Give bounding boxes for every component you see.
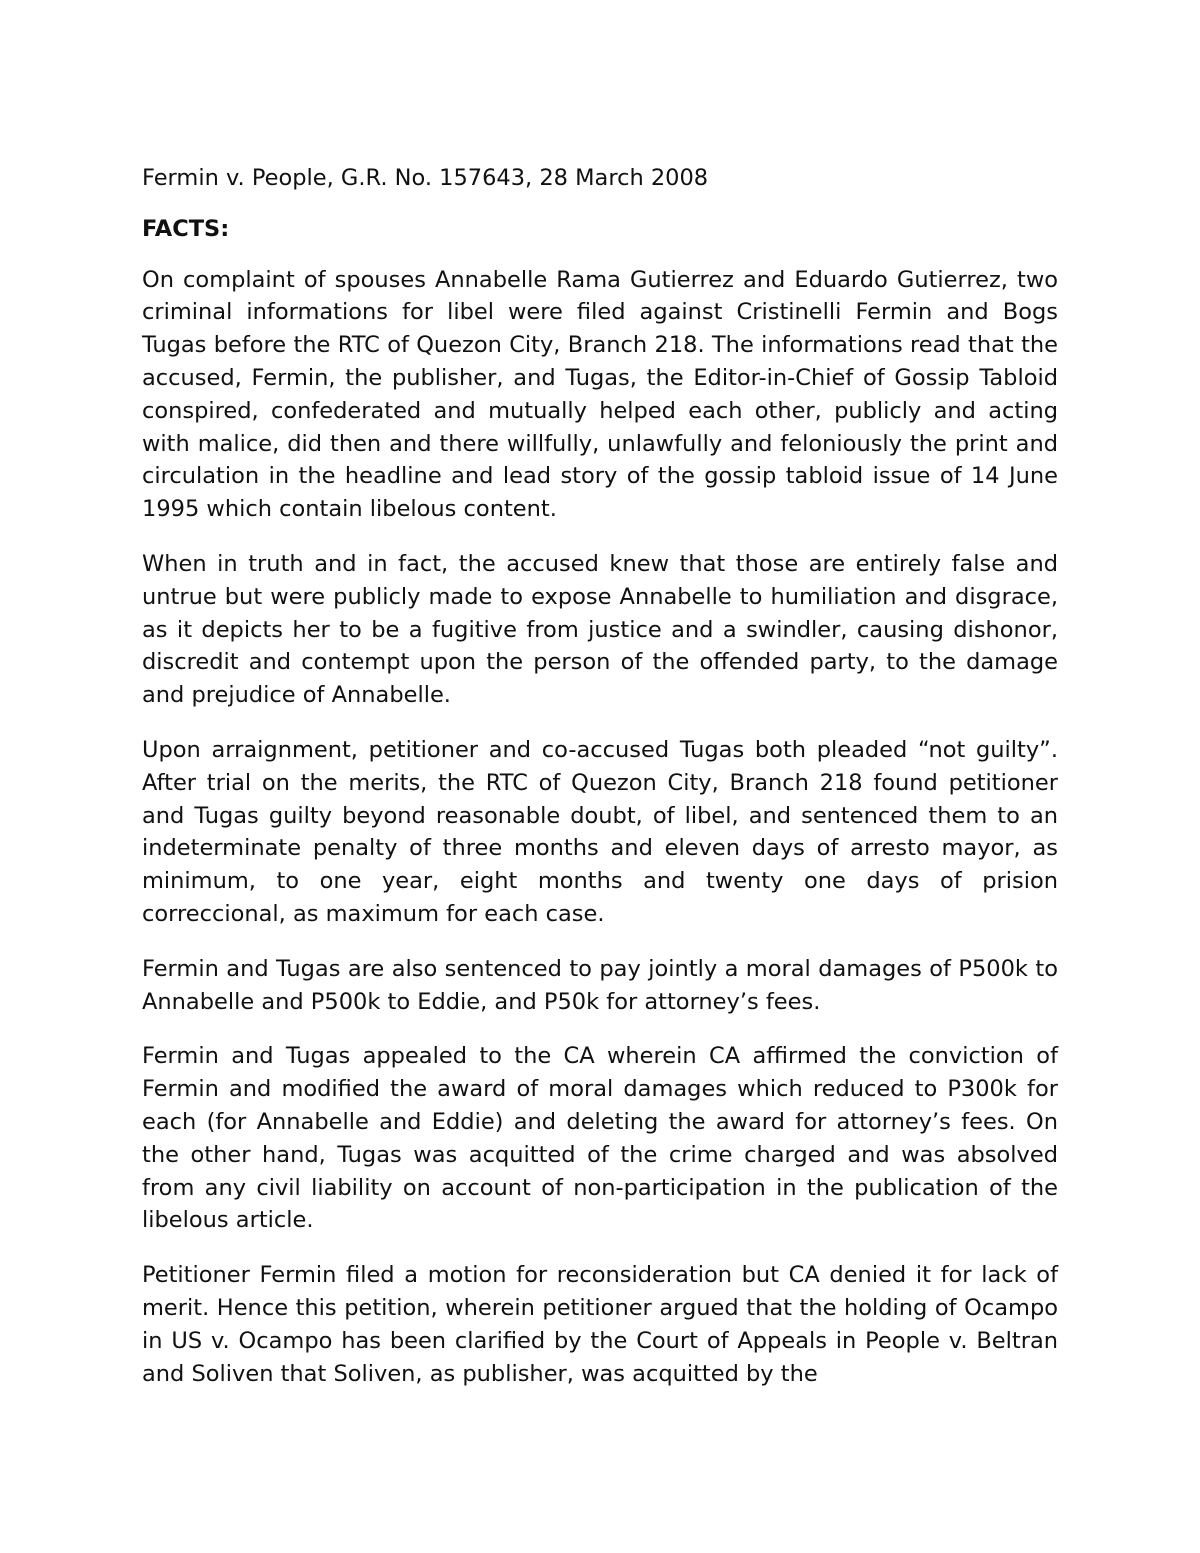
paragraph-appeal: Fermin and Tugas appealed to the CA wherein CA affirmed the conviction of Fermin and modified the award of moral damages which reduced to P300k for each (for Annabelle and Eddie) and deleting the award for attorney’s fees. On the other hand, Tugas was acquitted of the crime charged and was absolved from any civil liability on account of non-participation in the publication of the libelous article. [142,1043,1058,1234]
paragraph-reconsideration: Petitioner Fermin filed a motion for reconsideration but CA denied it for lack of merit. Hence this petition, wherein petitioner argued that the holding of Ocampo in US v. Ocampo has been clarified by the Court of Appeals in People v. Beltran and Soliven that Soliven, as publisher, was acquitted by the [142,1262,1058,1387]
paragraph-arraignment: Upon arraignment, petitioner and co-accused Tugas both pleaded “not guilty”. After trial on the merits, the RTC of Quezon City, Branch 218 found petitioner and Tugas guilty beyond reasonable doubt, of libel, and sentenced them to an indeterminate penalty of three months and eleven days of arresto mayor, as minimum, to one year, eight months and twenty one days of prision correccional, as maximum for each case. [142,736,1058,927]
section-heading-facts: FACTS: [142,215,230,242]
paragraph-damages: Fermin and Tugas are also sentenced to pay jointly a moral damages of P500k to Annabelle and P500k to Eddie, and P50k for attorney’s fees. [142,955,1058,1015]
document-page [142,162,1058,1412]
paragraph-truth: When in truth and in fact, the accused knew that those are entirely false and untrue but were publicly made to expose Annabelle to humiliation and disgrace, as it depicts her to be a fugitive from justice and a swindler, causing dishonor, discredit and contempt upon the person of the offended party, to the damage and prejudice of Annabelle. [142,550,1058,709]
paragraph-complaint: On complaint of spouses Annabelle Rama Gutierrez and Eduardo Gutierrez, two criminal informations for libel were filed against Cristinelli Fermin and Bogs Tugas before the RTC of Quezon City, Branch 218. The informations read that the accused, Fermin, the publisher, and Tugas, the Editor-in-Chief of Gossip Tabloid conspired, confederated and mutually helped each other, publicly and acting with malice, did then and there willfully, unlawfully and feloniously the print and circulation in the headline and lead story of the gossip tabloid issue of 14 June 1995 which contain libelous content. [142,266,1058,523]
case-title: Fermin v. People, G.R. No. 157643, 28 March 2008 [142,165,709,191]
